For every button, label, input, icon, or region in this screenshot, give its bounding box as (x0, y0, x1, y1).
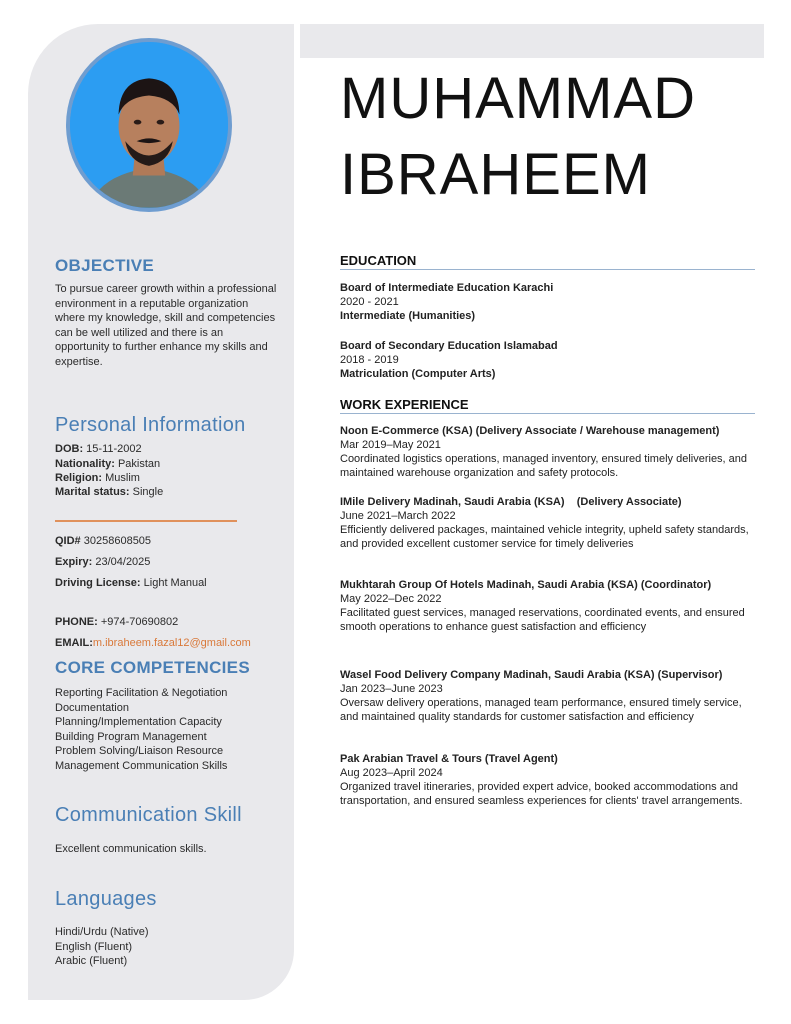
marital-line (55, 486, 163, 498)
nationality-value: Pakistan (117, 458, 161, 470)
work-title: Mukhtarah Group Of Hotels Madinah, Saudi Arabia (KSA) (Coordinator) (340, 579, 712, 591)
competency-item: Reporting Facilitation & Negotiation (55, 687, 228, 699)
core-competencies-list (55, 686, 277, 773)
competency-item: Management Communication Skills (55, 759, 228, 772)
education-heading: EDUCATION (340, 253, 755, 270)
language-item: English (Fluent) (55, 940, 133, 953)
phone-label: PHONE: (55, 616, 98, 628)
work-title: Wasel Food Delivery Company Madinah, Saudi Arabia (KSA) (Supervisor) (340, 669, 723, 681)
core-competencies-heading: CORE COMPETENCIES (55, 658, 250, 677)
qid-line (55, 535, 151, 547)
license-line (55, 577, 207, 589)
education-institution: Board of Secondary Education Islamabad (340, 340, 558, 352)
education-years: 2018 - 2019 (340, 354, 399, 366)
languages-heading: Languages (55, 888, 157, 910)
work-description: Coordinated logistics operations, managed inventory, ensured timely deliveries, and maintained warehouse organization and safety protocols. (340, 453, 748, 479)
work-entry (340, 578, 760, 634)
competency-item: Planning/Implementation Capacity (55, 716, 222, 728)
work-description: Organized travel itineraries, provided expert advice, booked accommodations and transportation, and ensured seamless experiences for clients' travel arrangements. (340, 781, 743, 807)
license-label: Driving License: (55, 577, 141, 589)
personal-info-heading: Personal Information (55, 414, 246, 436)
header-band (300, 24, 764, 58)
email-label: EMAIL: (55, 637, 93, 649)
education-degree: Intermediate (Humanities) (340, 310, 476, 322)
nationality-label: Nationality: (55, 458, 115, 470)
education-entry (340, 281, 760, 323)
work-entry (340, 495, 760, 551)
marital-value: Single (132, 486, 164, 498)
expiry-value: 23/04/2025 (95, 556, 151, 568)
name-last: IBRAHEEM (340, 142, 651, 207)
competency-item: Documentation (55, 701, 129, 714)
phone-value: +974-70690802 (100, 616, 179, 628)
section-divider (55, 520, 237, 522)
work-dates: Mar 2019–May 2021 (340, 439, 441, 451)
religion-value: Muslim (105, 472, 140, 484)
work-dates: June 2021–March 2022 (340, 510, 456, 522)
work-experience-heading: WORK EXPERIENCE (340, 397, 755, 414)
education-degree: Matriculation (Computer Arts) (340, 368, 496, 380)
language-item: Hindi/Urdu (Native) (55, 926, 149, 938)
objective-heading: OBJECTIVE (55, 256, 155, 275)
work-dates: Jan 2023–June 2023 (340, 683, 443, 695)
communication-heading: Communication Skill (55, 804, 242, 826)
languages-list (55, 925, 277, 969)
email-value[interactable]: m.ibraheem.fazal12@gmail.com (92, 637, 251, 649)
work-title: Pak Arabian Travel & Tours (Travel Agent) (340, 753, 558, 765)
religion-label: Religion: (55, 472, 103, 484)
expiry-label: Expiry: (55, 556, 93, 568)
name-first: MUHAMMAD (340, 66, 696, 131)
work-description: Facilitated guest services, managed reservations, coordinated events, and ensured smooth operations to enhance guest satisfaction and efficiency (340, 607, 745, 633)
education-institution: Board of Intermediate Education Karachi (340, 282, 554, 294)
work-dates: May 2022–Dec 2022 (340, 593, 442, 605)
objective-text: To pursue career growth within a professional environment in a reputable organization where my knowledge, skill and competencies can be well utilized and there is an opportunity to further enhance my skills and expertise. (55, 283, 277, 368)
work-entry (340, 752, 760, 808)
profile-photo (66, 38, 232, 212)
communication-text: Excellent communication skills. (55, 843, 207, 855)
nationality-line (55, 458, 160, 470)
dob-label: DOB: (55, 443, 84, 455)
portrait-illustration (70, 42, 228, 208)
competency-item: Building Program Management (55, 730, 207, 743)
work-title: IMile Delivery Madinah, Saudi Arabia (KSA) (Delivery Associate) (340, 496, 682, 508)
dob-line (55, 443, 142, 455)
license-value: Light Manual (143, 577, 207, 589)
work-entry (340, 668, 760, 724)
work-dates: Aug 2023–April 2024 (340, 767, 443, 779)
competency-item: Problem Solving/Liaison Resource (55, 745, 224, 757)
qid-value: 30258608505 (83, 535, 152, 547)
qid-label: QID# (55, 535, 81, 547)
language-item: Arabic (Fluent) (55, 955, 128, 967)
phone-line (55, 616, 178, 628)
work-entry (340, 424, 760, 480)
email-line (55, 637, 251, 649)
marital-label: Marital status: (55, 486, 130, 498)
work-description: Oversaw delivery operations, managed team performance, ensured timely service, and maintained quality standards for customer satisfaction and efficiency (340, 697, 742, 723)
expiry-line (55, 556, 150, 568)
work-title: Noon E-Commerce (KSA) (Delivery Associate / Warehouse management) (340, 425, 720, 437)
dob-value: 15-11-2002 (86, 443, 142, 455)
work-description: Efficiently delivered packages, maintained vehicle integrity, upheld safety standards, and provided excellent customer service for timely deliveries (340, 524, 749, 550)
education-years: 2020 - 2021 (340, 296, 399, 308)
religion-line (55, 472, 140, 484)
education-entry (340, 339, 760, 381)
